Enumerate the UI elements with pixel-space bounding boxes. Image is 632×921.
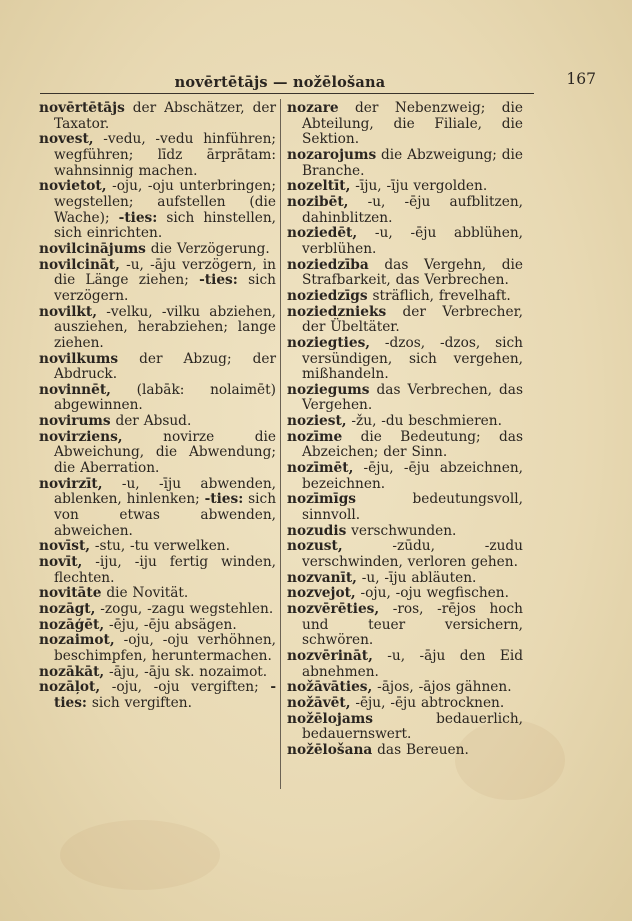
entry-definition: -zūdu, -zudu verschwinden, verloren gehen. bbox=[302, 538, 523, 571]
entry-headword: nozāģēt, bbox=[39, 616, 105, 633]
entry-definition: -u, -īju abläuten. bbox=[356, 569, 477, 586]
entry-headword: nozāgt, bbox=[39, 601, 96, 617]
header-rule bbox=[40, 93, 534, 94]
dictionary-entry bbox=[287, 602, 523, 649]
entry-definition: -iju, -iju fertig winden, flechten. bbox=[54, 554, 276, 586]
dictionary-entry bbox=[39, 477, 276, 540]
dictionary-entry bbox=[39, 242, 276, 258]
entry-headword: noziedznieks bbox=[287, 303, 387, 320]
dictionary-entry bbox=[39, 665, 276, 681]
entry-headword: noziedēt, bbox=[287, 225, 358, 242]
entry-headword: noziedzīgs bbox=[287, 287, 368, 304]
entry-headword: nozākāt, bbox=[39, 663, 105, 680]
dictionary-entry bbox=[287, 696, 523, 712]
entry-definition: -stu, -tu verwelken. bbox=[90, 538, 230, 555]
entry-definition: -zogu, -zagu wegstehlen. bbox=[95, 601, 274, 617]
entry-definition: der Nebenzweig; die Abteilung, die Filiale, die Sektion. bbox=[302, 100, 523, 148]
entry-definition: -oju, -oju vergiften; bbox=[100, 679, 271, 696]
entry-definition: -u, -āju den Eid abnehmen. bbox=[302, 647, 523, 680]
dictionary-entry bbox=[287, 101, 523, 148]
entry-headword: nozudis bbox=[287, 522, 347, 539]
entry-definition: -ēju, -ēju abtrocknen. bbox=[350, 694, 505, 711]
dictionary-entry bbox=[287, 289, 523, 305]
entry-headword: nožēlošana bbox=[287, 741, 373, 758]
entry-headword: novilcinājums bbox=[39, 240, 146, 257]
dictionary-entry bbox=[39, 101, 276, 132]
dictionary-entry bbox=[287, 461, 523, 492]
entry-definition: verschwunden. bbox=[346, 522, 457, 539]
right-column bbox=[287, 101, 523, 759]
dictionary-entry bbox=[287, 383, 523, 414]
dictionary-entry bbox=[287, 649, 523, 680]
dictionary-entry bbox=[39, 602, 276, 618]
entry-definition: die Novität. bbox=[101, 585, 189, 602]
entry-subform: -ties: bbox=[54, 679, 276, 711]
entry-definition: -dzos, -dzos, sich versündigen, sich vergehen, mißhandeln. bbox=[302, 334, 523, 383]
dictionary-entry bbox=[287, 492, 523, 523]
header-title: novērtētājs — nožēlošana bbox=[174, 74, 386, 91]
entry-headword: nozaimot, bbox=[39, 632, 115, 649]
entry-definition: -ēju, -ēju abzeichnen, bezeichnen. bbox=[302, 460, 523, 492]
entry-headword: nozarojums bbox=[287, 146, 377, 163]
entry-headword: noziest, bbox=[287, 413, 347, 430]
entry-headword: novirums bbox=[39, 413, 111, 430]
dictionary-entry bbox=[39, 258, 276, 305]
entry-definition: -vedu, -vedu hinführen; wegführen; līdz ārprātam: wahnsinnig machen. bbox=[54, 131, 276, 179]
entry-definition: -oju, -oju unterbringen; wegstellen; aufstellen (die Wache); bbox=[54, 178, 276, 226]
entry-definition: der Verbrecher, der Übeltäter. bbox=[302, 303, 523, 336]
dictionary-entry bbox=[39, 430, 276, 477]
entry-headword: novirzīt, bbox=[39, 475, 103, 492]
entry-definition: -ēju, -ēju absägen. bbox=[104, 616, 237, 633]
entry-definition: -u, -ēju abblühen, verblühen. bbox=[302, 225, 523, 257]
dictionary-entry bbox=[39, 680, 276, 711]
entry-definition: die Abzweigung; die Branche. bbox=[302, 146, 524, 179]
entry-definition: bedeutungsvoll, sinnvoll. bbox=[302, 491, 523, 524]
entry-definition: bedauerlich, bedauernswert. bbox=[302, 710, 523, 743]
entry-headword: novirziens, bbox=[39, 428, 123, 445]
entry-headword: novest, bbox=[39, 131, 94, 148]
entry-definition: die Bedeutung; das Abzeichen; der Sinn. bbox=[302, 428, 523, 461]
column-divider bbox=[280, 99, 281, 789]
entry-definition: das Verbrechen, das Vergehen. bbox=[302, 381, 523, 414]
entry-subform: -ties: bbox=[118, 209, 158, 226]
entry-headword: nožāvēt, bbox=[287, 694, 351, 711]
entry-definition: -oju, -oju wegfischen. bbox=[355, 585, 509, 602]
entry-definition: -žu, -du beschmieren. bbox=[346, 413, 502, 430]
entry-headword: noziegums bbox=[287, 381, 370, 398]
dictionary-entry bbox=[39, 383, 276, 414]
entry-definition: -ājos, -ājos gähnen. bbox=[372, 679, 512, 696]
entry-headword: noziedzība bbox=[287, 256, 369, 273]
dictionary-entry bbox=[287, 258, 523, 289]
entry-definition: der Abzug; der Abdruck. bbox=[54, 350, 276, 383]
entry-headword: novilkums bbox=[39, 350, 119, 367]
entry-definition: -oju, -oju verhöhnen, beschimpfen, heruntermachen. bbox=[54, 632, 276, 664]
dictionary-entry bbox=[287, 226, 523, 257]
dictionary-entry bbox=[287, 179, 523, 195]
entry-subform-definition: sich hinstellen, sich einrichten. bbox=[54, 209, 276, 242]
entry-headword: novērtētājs bbox=[39, 100, 125, 116]
dictionary-entry bbox=[39, 305, 276, 352]
entry-headword: nozeltīt, bbox=[287, 178, 351, 195]
entry-definition: -u, -īju abwenden, ablenken, hinlenken; bbox=[54, 475, 276, 508]
entry-definition: -ros, -rējos hoch und teuer versichern, schwören. bbox=[302, 601, 523, 649]
entry-definition: -u, -ēju aufblitzen, dahinblitzen. bbox=[302, 193, 523, 226]
entry-headword: nozibēt, bbox=[287, 193, 349, 210]
dictionary-entry bbox=[287, 305, 523, 336]
entry-subform: -ties: bbox=[199, 272, 238, 289]
entry-subform-definition: sich vergiften. bbox=[87, 694, 192, 711]
entry-definition: der Absud. bbox=[110, 413, 192, 430]
dictionary-entry bbox=[287, 712, 523, 743]
entry-headword: nožēlojams bbox=[287, 710, 373, 727]
dictionary-entry bbox=[287, 430, 523, 461]
entry-headword: nozust, bbox=[287, 538, 343, 555]
dictionary-entry bbox=[39, 633, 276, 664]
entry-headword: nozvērināt, bbox=[287, 647, 373, 664]
entry-headword: nozvanīt, bbox=[287, 569, 357, 586]
entry-headword: novinnēt, bbox=[39, 381, 111, 398]
dictionary-entry bbox=[39, 618, 276, 634]
entry-subform-definition: sich von etwas abwenden, abweichen. bbox=[54, 491, 277, 539]
dictionary-entry bbox=[39, 539, 276, 555]
dictionary-entry bbox=[39, 586, 276, 602]
entry-headword: novietot, bbox=[39, 178, 107, 195]
entry-definition: das Bereuen. bbox=[372, 741, 469, 758]
entry-definition: sträflich, frevelhaft. bbox=[367, 287, 511, 304]
paper-stain bbox=[60, 820, 220, 890]
running-header bbox=[40, 70, 596, 92]
entry-headword: nozīme bbox=[287, 428, 343, 445]
entry-headword: novilkt, bbox=[39, 303, 98, 320]
left-column bbox=[39, 101, 276, 712]
entry-definition: -āju, -āju sk. nozaimot. bbox=[104, 663, 268, 680]
entry-headword: nozāļot, bbox=[39, 679, 101, 696]
dictionary-entry bbox=[39, 132, 276, 179]
entry-headword: novīst, bbox=[39, 538, 91, 555]
entry-definition: (labāk: nolaimēt) abgewinnen. bbox=[54, 381, 276, 414]
dictionary-entry bbox=[287, 336, 523, 383]
entry-definition: das Vergehn, die Strafbarkeit, das Verbrechen. bbox=[302, 256, 523, 289]
entry-definition: -u, -āju verzögern, in die Länge ziehen; bbox=[54, 256, 276, 289]
entry-headword: novilcināt, bbox=[39, 256, 120, 273]
entry-headword: novīt, bbox=[39, 554, 83, 571]
dictionary-entry bbox=[287, 680, 523, 696]
entry-headword: nozare bbox=[287, 100, 339, 116]
dictionary-entry bbox=[287, 524, 523, 540]
dictionary-entry bbox=[39, 352, 276, 383]
entry-subform: -ties: bbox=[204, 491, 244, 508]
entry-headword: nozīmēt, bbox=[287, 460, 354, 477]
dictionary-entry bbox=[287, 414, 523, 430]
entry-headword: nozvejot, bbox=[287, 585, 356, 602]
dictionary-entry bbox=[287, 586, 523, 602]
entry-definition: -īju, -īju vergolden. bbox=[350, 178, 488, 195]
entry-subform-definition: sich verzögern. bbox=[54, 272, 276, 304]
entry-definition: der Abschätzer, der Taxator. bbox=[54, 100, 276, 132]
entry-definition: die Verzögerung. bbox=[145, 240, 270, 257]
entry-headword: nozvērēties, bbox=[287, 601, 380, 617]
entry-headword: nozīmīgs bbox=[287, 491, 357, 508]
page-number: 167 bbox=[566, 70, 596, 88]
entry-headword: novitāte bbox=[39, 585, 102, 602]
entry-headword: nožāvāties, bbox=[287, 679, 373, 696]
dictionary-entry bbox=[287, 148, 523, 179]
dictionary-entry bbox=[287, 571, 523, 587]
entry-headword: noziegties, bbox=[287, 334, 371, 351]
entry-definition: novirze die Abweichung, die Abwendung; die Aberration. bbox=[54, 428, 276, 477]
dictionary-entry bbox=[287, 743, 523, 759]
entry-definition: -velku, -vilku abziehen, ausziehen, herabziehen; lange ziehen. bbox=[54, 303, 276, 351]
dictionary-entry bbox=[39, 179, 276, 242]
dictionary-entry bbox=[287, 539, 523, 570]
dictionary-entry bbox=[39, 555, 276, 586]
dictionary-entry bbox=[287, 195, 523, 226]
dictionary-entry bbox=[39, 414, 276, 430]
